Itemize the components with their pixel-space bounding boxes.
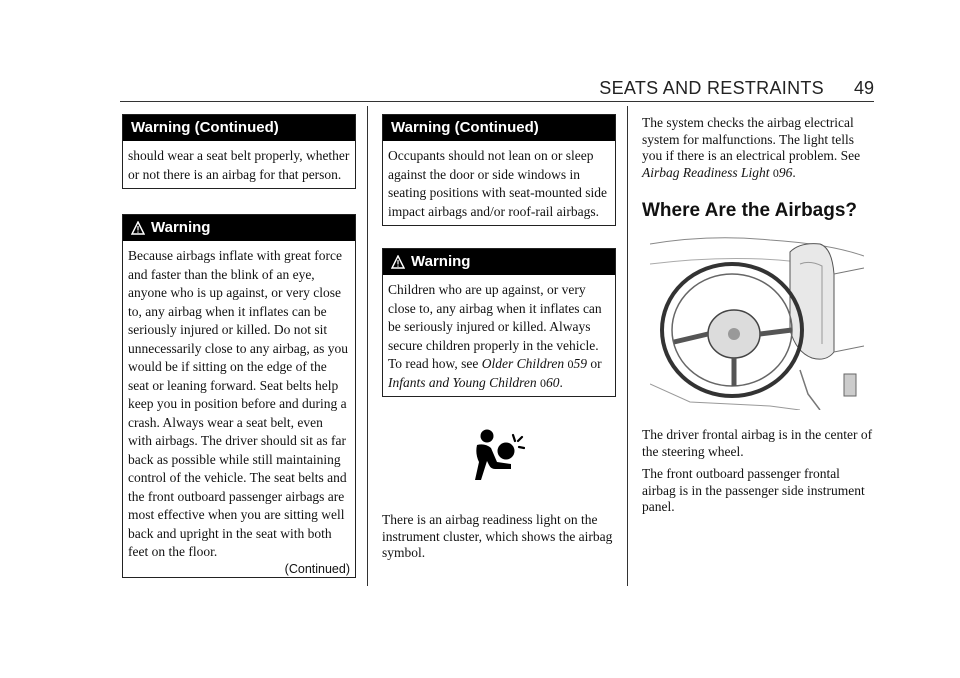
column-divider: [367, 106, 368, 586]
warning-box-heading: [123, 115, 355, 141]
warning-box-title: Warning: [411, 253, 471, 270]
warning-continued-box: [382, 114, 616, 226]
warning-triangle-icon: [131, 221, 145, 235]
older-children-link[interactable]: Older Children: [481, 356, 565, 371]
warning-text: should wear a seat belt properly, whether or not there is an airbag for that person.: [128, 148, 350, 182]
warning-continued-box: [122, 114, 356, 189]
warning-box-body: [383, 275, 615, 396]
warning-box-body: [123, 241, 355, 580]
airbag-readiness-icon: [473, 428, 525, 482]
or-text: or: [587, 356, 602, 371]
warning-box-heading: [383, 249, 615, 275]
section-running-title: SEATS AND RESTRAINTS: [599, 78, 824, 98]
airbag-location-text: [642, 427, 874, 522]
driver-airbag-paragraph: The driver frontal airbag is in the center of the steering wheel.: [642, 427, 873, 459]
warning-box-body: [123, 141, 355, 188]
warning-text: Occupants should not lean on or sleep against the door or side windows in seating positions with seat-mounted side impact airbags and/or roof-rail airbags.: [388, 148, 607, 219]
page-ref-arrow: 0: [540, 375, 547, 390]
steering-wheel-airbag-illustration: [650, 234, 864, 410]
warning-box: [382, 248, 616, 397]
warning-box-title: Warning (Continued): [131, 119, 279, 136]
system-check-paragraph: [642, 115, 874, 187]
page-ref-arrow: 0: [772, 165, 779, 180]
warning-text: Because airbags inflate with great force and faster than the blink of an eye, anyone who is up against, or very close to, any airbag when it inflates can be seriously injured or killed. Do not sit unnecessarily close to any airbag, as you would be if sitting on the edge of the seat or leaning forward. Seat belts help keep you in position before and during a crash. Always wear a seat belt, even with airbags. The driver should sit as far back as possible while still maintaining control of the vehicle. The seat belts and the front outboard passenger airbags are most effective when you are sitting well back and upright in the seat with both feet on the floor.: [128, 248, 349, 559]
page-number: 49: [853, 78, 874, 98]
warning-box-heading: [123, 215, 355, 241]
passenger-airbag-paragraph: The front outboard passenger frontal airbag is in the passenger side instrument panel.: [642, 466, 865, 514]
period: .: [792, 164, 796, 180]
warning-box-heading: [383, 115, 615, 141]
warning-box-title: Warning (Continued): [391, 119, 539, 136]
page-ref-60[interactable]: 60: [546, 374, 560, 390]
paragraph-text: There is an airbag readiness light on the instrument cluster, which shows the airbag symbol.: [382, 512, 613, 560]
period: .: [559, 374, 563, 390]
continued-label: (Continued): [284, 561, 350, 576]
warning-box: [122, 214, 356, 578]
section-heading: Where Are the Airbags?: [642, 200, 858, 221]
warning-triangle-icon: [391, 255, 405, 269]
column-divider: [627, 106, 628, 586]
warning-box-title: Warning: [151, 219, 211, 236]
paragraph-start: The system checks the airbag electrical system for malfunctions. The light tells you if there is an electrical problem. See: [642, 115, 861, 163]
airbag-light-paragraph: [382, 512, 616, 568]
airbag-readiness-light-link[interactable]: Airbag Readiness Light: [642, 164, 770, 180]
page-ref-arrow: 0: [567, 357, 574, 371]
header-rule: [120, 101, 874, 102]
warning-text: [388, 281, 610, 392]
infants-young-children-link[interactable]: Infants and Young Children: [388, 374, 537, 390]
warning-box-body: [383, 141, 615, 225]
paragraph-text: [642, 115, 874, 181]
page-ref-96[interactable]: 96: [778, 164, 793, 180]
page-ref-59[interactable]: 59: [573, 356, 588, 371]
warning-text-start: Children who are up against, or very close to, any airbag when it inflates can be seriously injured or killed. Always secure children properly in the vehicle. To read how, see: [388, 282, 602, 371]
